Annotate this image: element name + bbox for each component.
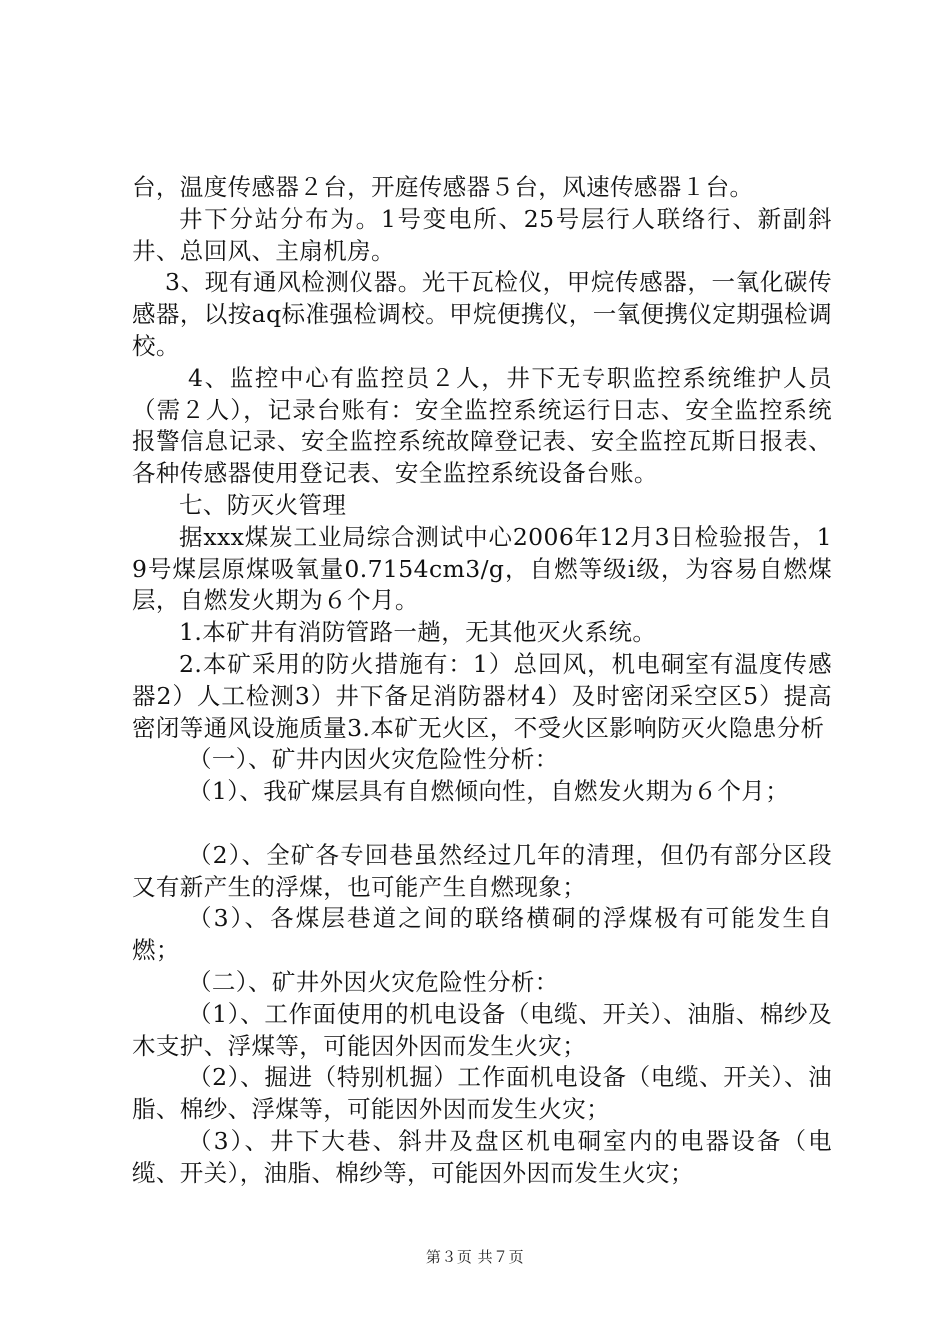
list-item-internal-3: （3）、各煤层巷道之间的联络横硐的浮煤极有可能发生自燃；: [132, 904, 832, 965]
paragraph-fire-measures: 2.本矿采用的防火措施有：1）总回风，机电硐室有温度传感器2）人工检测3）井下备足消防器材4）及时密闭采空区5）提高密闭等通风设施质量3.本矿无火区，不受火区影响防灭火隐患分析: [132, 649, 832, 742]
paragraph-monitoring-center: 4、监控中心有监控员２人，井下无专职监控系统维护人员（需２人），记录台账有：安全监控系统运行日志、安全监控系统报警信息记录、安全监控系统故障登记表、安全监控瓦斯日报表、各种传感器使用登记表、安全监控系统设备台账。: [132, 363, 832, 488]
list-item-external-2: （2）、掘进（特别机掘）工作面机电设备（电缆、开关）、油脂、棉纱、浮煤等，可能因外因而发生火灾；: [132, 1063, 832, 1124]
paragraph-ventilation-instruments: 3、现有通风检测仪器。光干瓦检仪，甲烷传感器，一氧化碳传感器，以按aq标准强检调校。甲烷便携仪，一氧便携仪定期强检调校。: [132, 268, 832, 360]
paragraph-test-report: 据xxx煤炭工业局综合测试中心2006年12月3日检验报告，19号煤层原煤吸氧量0.7154cm3/g，自燃等级ⅰ级，为容易自燃煤层，自燃发火期为６个月。: [132, 522, 832, 615]
paragraph-sensor-count: 台，温度传感器２台，开庭传感器５台，风速传感器１台。: [132, 173, 754, 201]
page-number-footer: 第３页 共７页: [425, 1248, 525, 1266]
subheading-external-fire-risk: （二）、矿井外因火灾危险性分析：: [188, 967, 559, 996]
list-item-internal-1: （1）、我矿煤层具有自燃倾向性，自燃发火期为６个月；: [188, 777, 790, 806]
list-item-external-1: （1）、工作面使用的机电设备（电缆、开关）、油脂、棉纱及木支护、浮煤等，可能因外因而发生火灾；: [132, 999, 832, 1060]
document-body: [132, 172, 832, 1190]
subheading-internal-fire-risk: （一）、矿井内因火灾危险性分析：: [188, 745, 559, 774]
blank-line: [132, 808, 832, 840]
paragraph-substation-distribution: 井下分站分布为。1号变电所、25号层行人联络行、新副斜井、总回风、主扇机房。: [132, 204, 832, 265]
section-heading-fire-management: 七、防灭火管理: [179, 490, 347, 519]
list-item-internal-2: （2）、全矿各专回巷虽然经过几年的清理，但仍有部分区段又有新产生的浮煤，也可能产生自燃现象；: [132, 840, 832, 901]
paragraph-fire-pipeline: 1.本矿井有消防管路一趟，无其他灭火系统。: [179, 618, 657, 647]
list-item-external-3: （3）、井下大巷、斜井及盘区机电硐室内的电器设备（电缆、开关），油脂、棉纱等，可能因外因而发生火灾；: [132, 1126, 832, 1187]
